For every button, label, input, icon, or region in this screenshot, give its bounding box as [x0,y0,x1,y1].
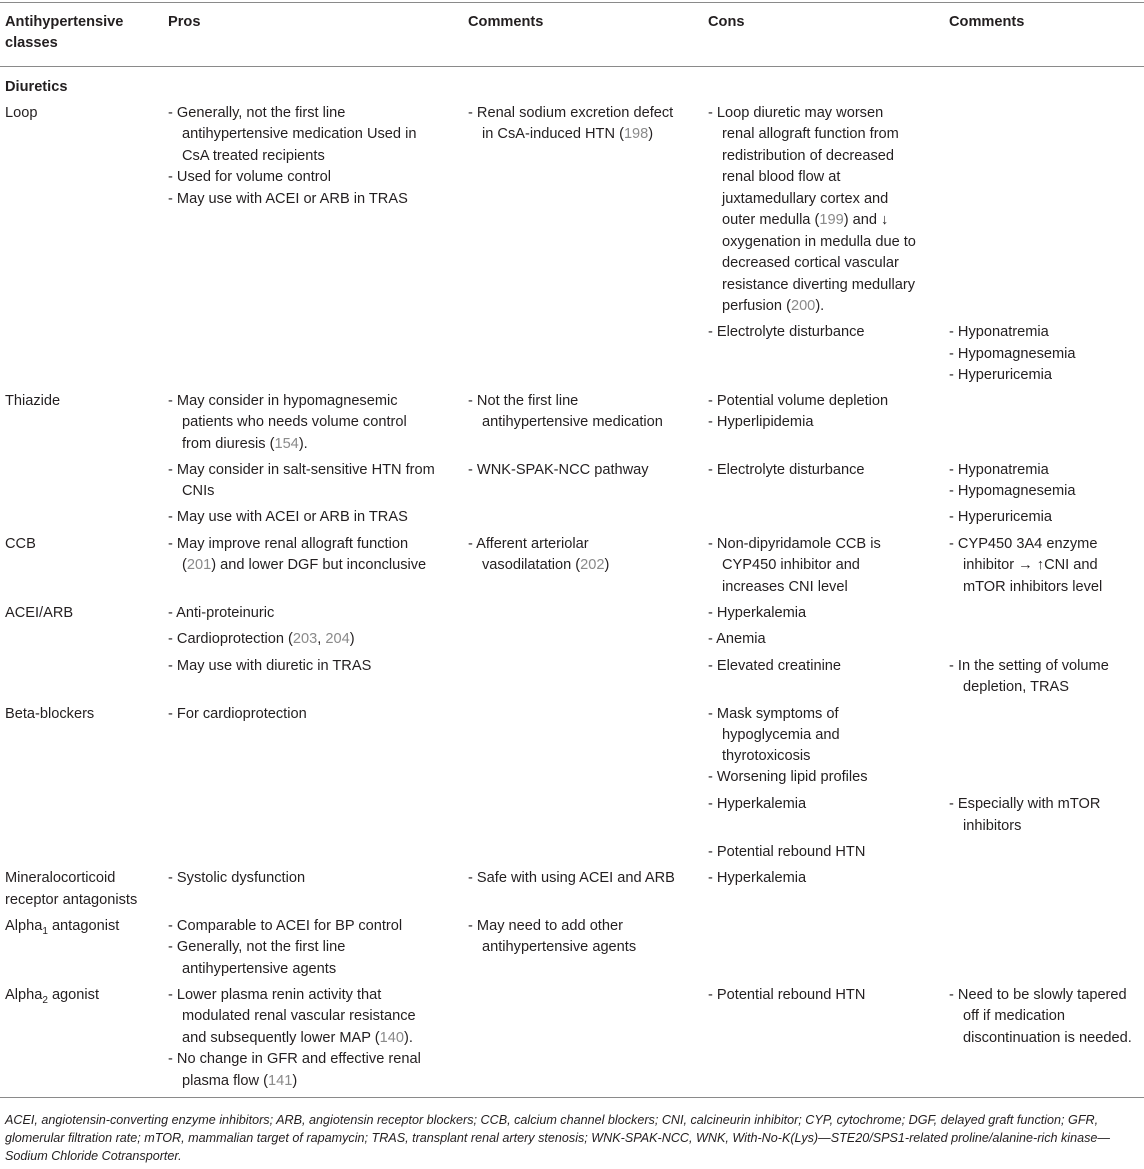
acei-pros-2: - Cardioprotection (203, 204) [168,631,355,647]
reference-link[interactable]: 202 [580,557,605,573]
ccb-cons: increases CNI level [722,579,848,595]
ccb-cons: CYP450 inhibitor and [722,557,860,573]
loop-cons: perfusion (200). [722,298,825,314]
reference-link[interactable]: 140 [379,1030,405,1046]
row-label-acei-arb: ACEI/ARB [5,605,74,621]
loop-cons: decreased cortical vascular [722,255,899,271]
row-label-ccb: CCB [5,536,36,552]
thiazide-pros: patients who needs volume control [182,414,407,430]
header-pros: Pros [168,14,201,30]
alpha1-comments: antihypertensive agents [482,939,637,955]
thiazide-comments-2b: - Hyponatremia [949,462,1049,478]
reference-link[interactable]: 204 [325,631,350,647]
loop-pros: - Generally, not the first line [168,105,346,121]
thiazide-cons: - Hyperlipidemia [708,414,814,430]
reference-link[interactable]: 154 [274,436,299,452]
thiazide-comments-2: - WNK-SPAK-NCC pathway [468,462,649,478]
header-comments-cons: Comments [949,14,1025,30]
header-cons: Cons [708,14,745,30]
row-label-loop: Loop [5,105,38,121]
reference-link[interactable]: 203 [292,631,318,647]
table-footnote: ACEI, angiotensin-converting enzyme inhibitors; ARB, angiotensin receptor blockers; CCB, calcium channel blockers; CNI, calcineurin inhibitor; CYP, cytochrome; DGF, delayed graft function; GFR, glomerular filtration rate; mTOR, mammalian target of rapamycin; TRAS, transplant renal artery stenosis; WNK-SPAK-NCC, WNK, With-No-K(Lys)—STE20/SPS1-related proline/alanine-rich kinase—Sodium Chloride Cotransporter. [5,1113,1111,1163]
reference-link[interactable]: 199 [819,212,844,228]
thiazide-comments: - Not the first line [468,393,579,409]
row-label-alpha1: Alpha$_1$ antagonist [5,918,120,937]
acei-comments-3: depletion, TRAS [963,679,1070,695]
thiazide-comments-2b: - Hyperuricemia [949,509,1052,525]
loop-comments: - Renal sodium excretion defect [468,105,674,121]
alpha2-pros: modulated renal vascular resistance [182,1008,416,1024]
acei-cons-2: - Anemia [708,631,766,647]
alpha2-comments: - Need to be slowly tapered [949,987,1127,1003]
thiazide-pros: - May consider in hypomagnesemic [168,393,398,409]
alpha2-pros-2: - No change in GFR and effective renal [168,1051,421,1067]
beta-cons-2: - Hyperkalemia [708,796,807,812]
thiazide-pros-3: - May use with ACEI or ARB in TRAS [168,509,408,525]
loop-cons: oxygenation in medulla due to [722,234,916,250]
alpha2-comments: discontinuation is needed. [963,1030,1132,1046]
alpha1-comments: - May need to add other [468,918,623,934]
header-class-2: classes [5,35,58,51]
loop-cons: resistance diverting medullary [722,277,916,293]
reference-link[interactable]: 201 [186,557,212,573]
acei-comments-3: - In the setting of volume [949,658,1109,674]
alpha2-pros: and subsequently lower MAP (140). [182,1030,413,1046]
loop-comments: in CsA-induced HTN (198) [482,126,654,142]
loop-pros: - May use with ACEI or ARB in TRAS [168,191,408,207]
reference-link[interactable]: 198 [623,126,649,142]
beta-cons: - Worsening lipid profiles [708,769,868,785]
loop-cons: renal allograft function from [722,126,899,142]
header-comments-pros: Comments [468,14,544,30]
table-top-rule [0,2,1144,3]
header-class: Antihypertensive [5,14,124,30]
beta-cons: - Mask symptoms of [708,706,839,722]
acei-pros: - Anti-proteinuric [168,605,275,621]
acei-cons: - Hyperkalemia [708,605,807,621]
mineral-comments: - Safe with using ACEI and ARB [468,870,675,886]
beta-cons-3: - Potential rebound HTN [708,844,866,860]
thiazide-pros-2: - May consider in salt-sensitive HTN from [168,462,435,478]
ccb-comments-2: mTOR inhibitors level [963,579,1103,595]
loop-cons: outer medulla (199) and ↓ [722,212,889,228]
row-label-mineralocorticoid: receptor antagonists [5,892,138,908]
beta-comments-2: - Especially with mTOR [949,796,1101,812]
reference-link[interactable]: 200 [790,298,816,314]
loop-cons: - Loop diuretic may worsen [708,105,884,121]
row-label-thiazide: Thiazide [5,393,61,409]
loop-pros: - Used for volume control [168,169,332,185]
reference-link[interactable]: 141 [267,1073,293,1089]
thiazide-pros: from diuresis (154). [182,436,308,452]
row-label-mineralocorticoid: Mineralocorticoid [5,870,116,886]
ccb-pros: - May improve renal allograft function [168,536,409,552]
acei-pros-3: - May use with diuretic in TRAS [168,658,372,674]
beta-cons: hypoglycemia and [722,727,840,743]
ccb-comments-2: - CYP450 3A4 enzyme [949,536,1098,552]
alpha2-comments: off if medication [963,1008,1065,1024]
thiazide-pros-2: CNIs [182,483,215,499]
loop-cons: renal blood flow at [722,169,841,185]
thiazide-cons-2: - Electrolyte disturbance [708,462,865,478]
mineral-pros: - Systolic dysfunction [168,870,306,886]
ccb-comments: vasodilatation (202) [482,557,610,573]
loop-cons-2: - Electrolyte disturbance [708,324,865,340]
thiazide-cons: - Potential volume depletion [708,393,889,409]
loop-comments-2: - Hyperuricemia [949,367,1052,383]
beta-cons: thyrotoxicosis [722,748,811,764]
loop-cons: juxtamedullary cortex and [722,191,889,207]
beta-pros: - For cardioprotection [168,706,307,722]
ccb-pros: (201) and lower DGF but inconclusive [182,557,427,573]
row-label-beta-blockers: Beta-blockers [5,706,95,722]
alpha1-pros: antihypertensive agents [182,961,337,977]
alpha2-pros-2: plasma flow (141) [182,1073,298,1089]
header-bottom-rule [0,66,1144,67]
acei-cons-3: - Elevated creatinine [708,658,842,674]
alpha1-pros: - Generally, not the first line [168,939,346,955]
loop-cons: redistribution of decreased [722,148,894,164]
ccb-cons: - Non-dipyridamole CCB is [708,536,881,552]
section-diuretics: Diuretics [5,79,68,95]
ccb-comments: - Afferent arteriolar [468,536,589,552]
mineral-cons: - Hyperkalemia [708,870,807,886]
alpha2-cons: - Potential rebound HTN [708,987,866,1003]
thiazide-comments-2b: - Hypomagnesemia [949,483,1076,499]
ccb-comments-2: inhibitor → ↑CNI and [963,557,1098,573]
table-bottom-rule [0,1097,1144,1098]
loop-pros: antihypertensive medication Used in [182,126,417,142]
loop-pros: CsA treated recipients [182,148,325,164]
beta-comments-2: inhibitors [963,818,1022,834]
loop-comments-2: - Hypomagnesemia [949,346,1076,362]
alpha1-pros: - Comparable to ACEI for BP control [168,918,403,934]
loop-comments-2: - Hyponatremia [949,324,1049,340]
thiazide-comments: antihypertensive medication [482,414,663,430]
row-label-alpha2: Alpha$_2$ agonist [5,987,100,1006]
alpha2-pros: - Lower plasma renin activity that [168,987,382,1003]
